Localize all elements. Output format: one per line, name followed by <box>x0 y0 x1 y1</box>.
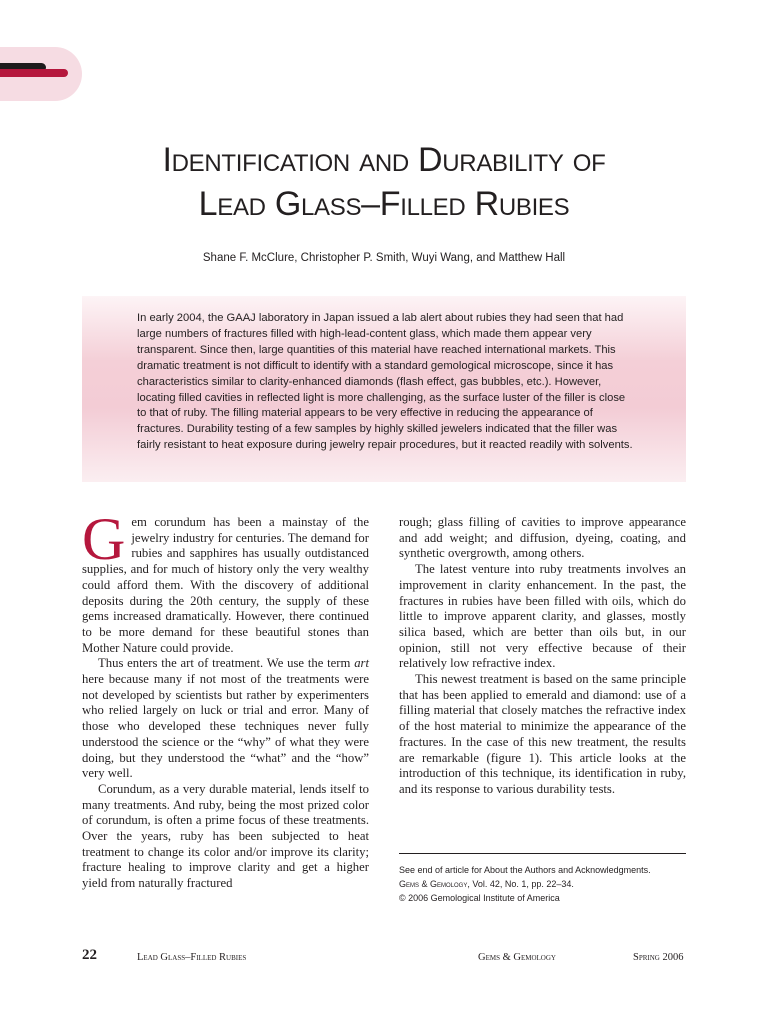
paragraph-2-text-b: here because many if not most of the treatments were not developed by scientists but rather by experimenters who relied largely on luck or trial and error. Many of those who developed these techniques never fully understood the science or the “why” of what they were doing, but they understood the “what” and the “how” very well. <box>82 672 369 781</box>
notes-about-authors: See end of article for About the Authors and Acknowledgments. <box>399 865 651 875</box>
body-paragraph-4: The latest venture into ruby treatments involves an improvement in clarity enhancement. In the past, the fractures in rubies have been filled with oils, which do little to improve apparent clarity, and glasses, mostly silica based, which are better than oils but, in our opinion, still not very effective because of their relatively low refractive index. <box>399 562 686 671</box>
body-paragraph-2 <box>82 656 369 782</box>
notes-copyright: © 2006 Gemological Institute of America <box>399 893 560 904</box>
body-column-right <box>399 515 686 798</box>
article-title <box>0 138 768 226</box>
paragraph-2-text-a: Thus enters the art of treatment. We use the term <box>98 656 355 671</box>
paragraph-2-emphasis: art <box>354 656 369 671</box>
title-line-1: Identification and Durability of <box>162 141 606 179</box>
paragraph-1-text: em corundum has been a mainstay of the jewelry industry for centuries. The demand for rubies and sapphires has usually outdistanced supplies, and for much of history only the very wealthy could afford them. With the discovery of additional deposits during the 20th century, the supply of these gems increased dramatically. However, there continued to be more demand for these beautiful stones than Mother Nature could provide. <box>82 515 369 655</box>
body-paragraph-3: Corundum, as a very durable material, lends itself to many treatments. And ruby, being the most prized color of corundum, is often a prime focus of these treatments. Over the years, ruby has been subjected to heat treatment to change its color and/or improve its clarity; fracture healing to improve clarity and get a higher yield from naturally fractured <box>82 781 369 891</box>
issue-date: Spring 2006 <box>633 952 684 963</box>
notes-citation <box>399 877 689 891</box>
body-paragraph-3-continued: rough; glass filling of cavities to improve appearance and add weight; and diffusion, dyeing, coating, and synthetic overgrowth, among others. <box>399 515 686 561</box>
title-line-2: Lead Glass–Filled Rubies <box>198 185 570 223</box>
article-notes <box>399 863 689 906</box>
notes-journal-name: Gems & Gemology <box>399 879 468 890</box>
notes-citation-details: , Vol. 42, No. 1, pp. 22–34. <box>467 879 574 890</box>
notes-divider <box>399 853 686 854</box>
body-column-left <box>82 506 369 892</box>
journal-name: Gems & Gemology <box>478 952 556 963</box>
running-title: Lead Glass–Filled Rubies <box>137 952 247 963</box>
drop-cap: G <box>82 506 126 572</box>
body-paragraph-1 <box>82 506 369 656</box>
body-paragraph-5: This newest treatment is based on the same principle that has been applied to emerald and diamond: use of a filling material that closely matches the refractive index of the host material to minimize the appearance of the fractures. In the case of this new treatment, the results are remarkable (figure 1). This article looks at the introduction of this technique, its identification in ruby, and its response to various durability tests. <box>399 672 686 796</box>
abstract-text: In early 2004, the GAAJ laboratory in Japan issued a lab alert about rubies they had seen that had large numbers of fractures filled with high-lead-content glass, which made them appear very transparent. Since then, large quantities of this material have reached international markets. This dramatic treatment is not difficult to identify with a standard gemological microscope, since it has characteristics similar to clarity-enhanced diamonds (flash effect, gas bubbles, etc.). However, locating filled cavities in reflected light is more challenging, as the surface luster of the filler is close to that of ruby. The filling material appears to be very effective in reducing the appearance of fractures. Durability testing of a few samples by highly skilled jewelers indicated that the filler was fairly resistant to heat exposure during jewelry repair procedures, but it reacted readily with solvents. <box>137 312 633 452</box>
author-list: Shane F. McClure, Christopher P. Smith, Wuyi Wang, and Matthew Hall <box>202 252 566 264</box>
page-number: 22 <box>82 947 97 963</box>
tab-stripe-red <box>0 69 68 77</box>
